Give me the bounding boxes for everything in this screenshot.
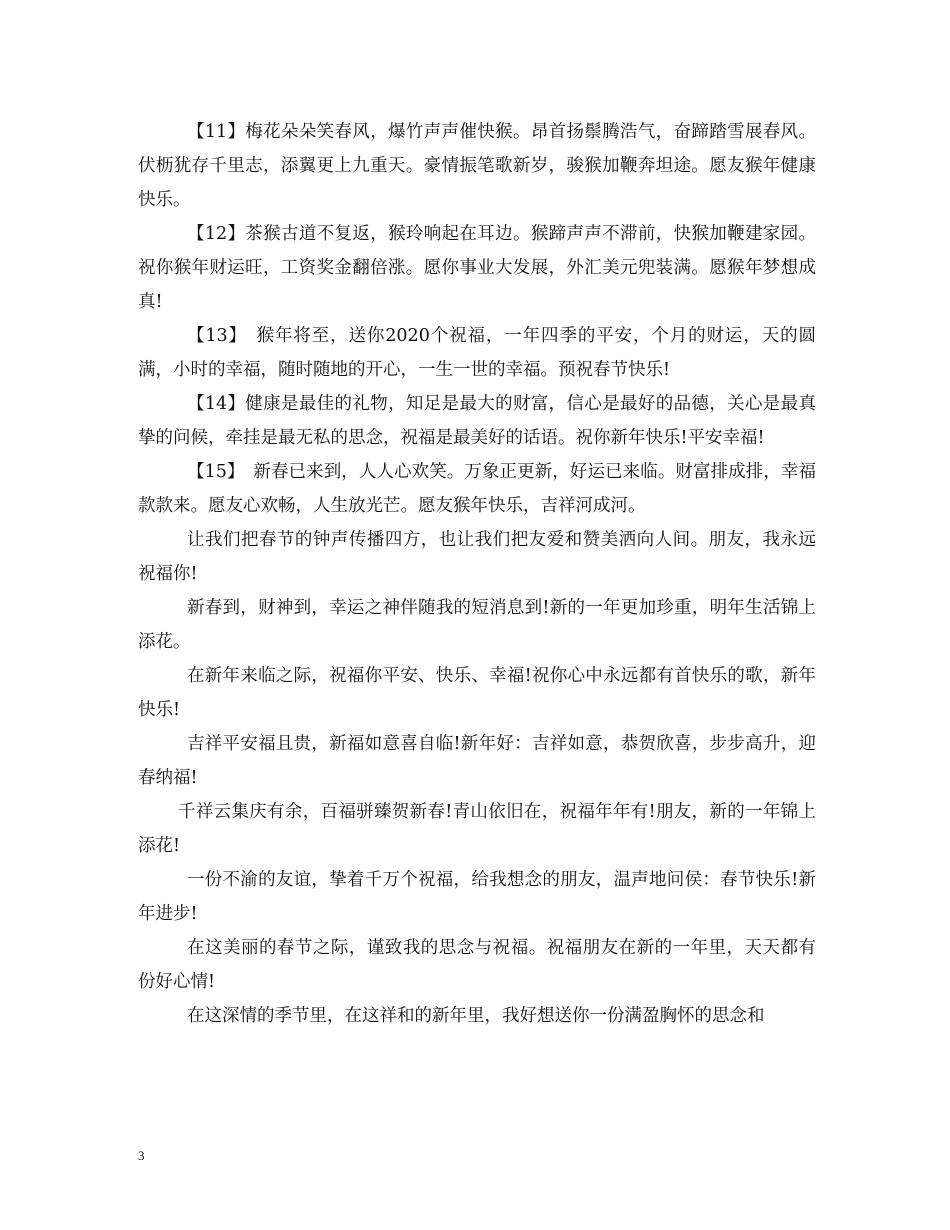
paragraph-deep-season: 在这深情的季节里，在这祥和的新年里，我好想送你一份满盈胸怀的思念和 xyxy=(187,1006,765,1026)
paragraph-thousand-blessings: 千祥云集庆有余，百福骈臻贺新春!青山依旧在，祝福年年有!朋友，新的一年锦上添花! xyxy=(138,802,816,856)
paragraph-13: 【13】 猴年将至，送你2020个祝福，一年四季的平安，个月的财运，天的圆满，小时的幸福，随时随地的开心，一生一世的幸福。预祝春节快乐! xyxy=(138,326,816,380)
page-number: 3 xyxy=(138,1148,145,1163)
paragraph-wealth-god: 新春到，财神到，幸运之神伴随我的短消息到!新的一年更加珍重，明年生活锦上添花。 xyxy=(138,598,816,652)
paragraph-beautiful-festival: 在这美丽的春节之际，谨致我的思念与祝福。祝福朋友在新的一年里，天天都有份好心情! xyxy=(138,938,816,992)
paragraph-14: 【14】健康是最佳的礼物，知足是最大的财富，信心是最好的品德，关心是最真挚的问候，牵挂是最无私的思念，祝福是最美好的话语。祝你新年快乐!平安幸福! xyxy=(138,394,816,448)
document-body xyxy=(138,115,816,1033)
paragraph-15: 【15】 新春已来到，人人心欢笑。万象正更新，好运已来临。财富排成排，幸福款款来。愿友心欢畅，人生放光芒。愿友猴年快乐，吉祥河成河。 xyxy=(138,462,816,516)
paragraph-bell: 让我们把春节的钟声传播四方，也让我们把友爱和赞美洒向人间。朋友，我永远祝福你! xyxy=(138,530,816,584)
paragraph-12: 【12】茶猴古道不复返，猴玲响起在耳边。猴蹄声声不滞前，快猴加鞭建家园。祝你猴年财运旺，工资奖金翻倍涨。愿你事业大发展，外汇美元兜装满。愿猴年梦想成真! xyxy=(138,224,816,312)
paragraph-new-year-wish: 在新年来临之际，祝福你平安、快乐、幸福!祝你心中永远都有首快乐的歌，新年快乐! xyxy=(138,666,816,720)
paragraph-friendship: 一份不渝的友谊，挚着千万个祝福，给我想念的朋友，温声地问侯：春节快乐!新年进步! xyxy=(138,870,816,924)
paragraph-auspicious: 吉祥平安福且贵，新福如意喜自临!新年好：吉祥如意，恭贺欣喜，步步高升，迎春纳福! xyxy=(138,734,816,788)
paragraph-11: 【11】梅花朵朵笑春风，爆竹声声催快猴。昂首扬鬃腾浩气，奋蹄踏雪展春风。伏枥犹存千里志，添翼更上九重天。豪情振笔歌新岁，骏猴加鞭奔坦途。愿友猴年健康快乐。 xyxy=(138,122,816,210)
